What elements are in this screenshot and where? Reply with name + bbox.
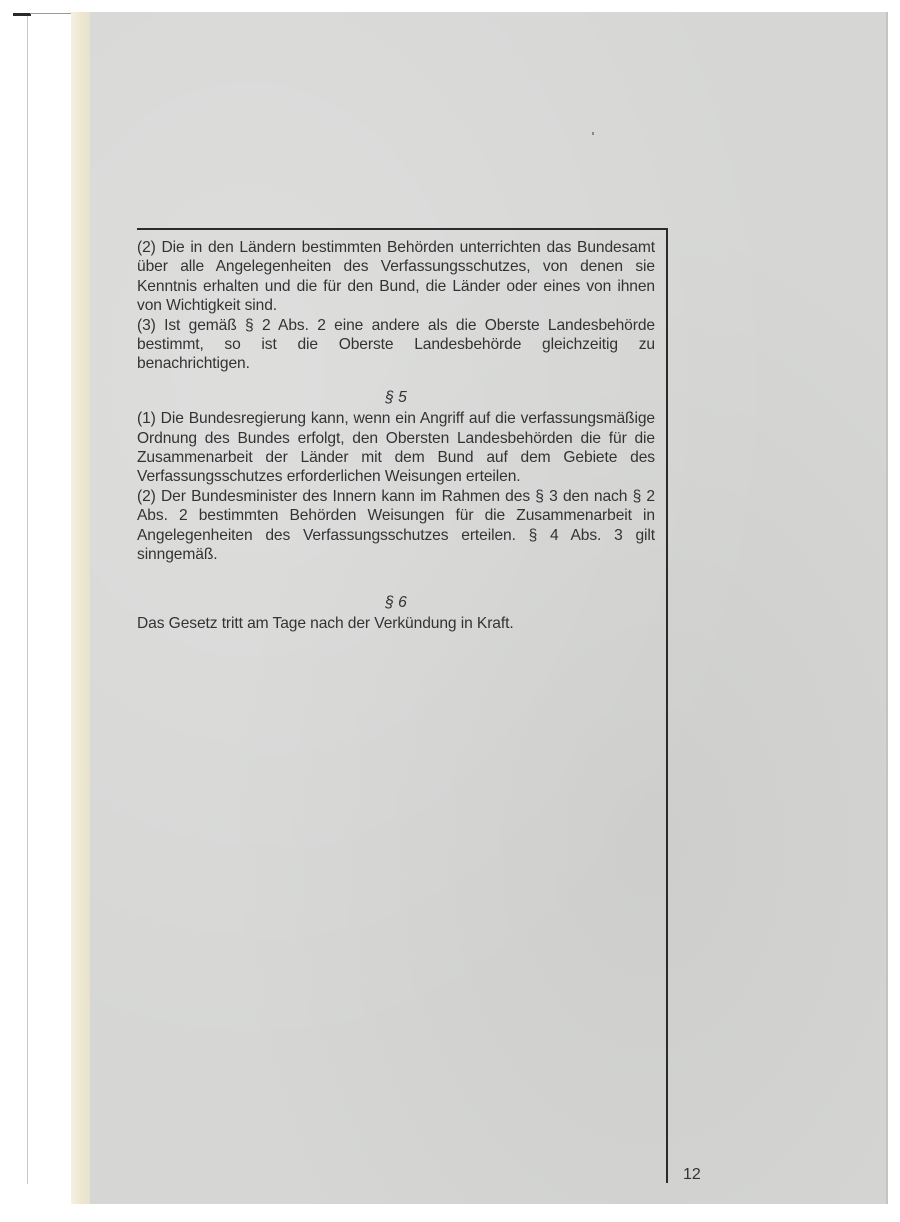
- paragraph-5-1: (1) Die Bundesregierung kann, wenn ein Angriff auf die verfassungsmäßige Ordnung des Bundes erfolgt, den Obersten Landesbehörden die für die Zusammenarbeit der Länder mit dem Bund auf dem Gebiete des Verfassungsschutzes erforderlichen Weisungen erteilen.: [137, 410, 655, 486]
- binding-strip: [71, 12, 91, 1204]
- left-margin-rule: [27, 14, 28, 1184]
- paper-speck: [592, 132, 594, 135]
- section-6-heading: § 6: [385, 593, 407, 611]
- paragraph-4-2: (2) Die in den Ländern bestimmten Behörden unterrichten das Bundesamt über alle Angelegenheiten des Verfassungsschutzes, von denen sie Kenntnis erhalten und die für den Bund, die Länder oder eines von ihnen von Wichtigkeit sind.: [137, 239, 655, 315]
- paragraph-4-3: (3) Ist gemäß § 2 Abs. 2 eine andere als die Oberste Landesbehörde bestimmt, so ist die Oberste Landesbehörde gleichzeitig zu benachrichtigen.: [137, 316, 655, 373]
- section-5-heading: § 5: [385, 388, 407, 406]
- text-frame-right-rule: [666, 228, 668, 1183]
- paragraph-6: Das Gesetz tritt am Tage nach der Verkündung in Kraft.: [137, 614, 514, 632]
- paragraph-5-2: (2) Der Bundesminister des Innern kann im Rahmen des § 3 den nach § 2 Abs. 2 bestimmten Behörden Weisungen für die Zusammenarbeit in Angelegenheiten des Verfassungsschutzes erteilen. § 4 Abs. 3 gilt sinngemäß.: [137, 487, 655, 564]
- text-frame-top-rule: [137, 228, 668, 230]
- page-number: 12: [683, 1166, 701, 1183]
- corner-mark: [13, 13, 31, 16]
- document-body: [137, 238, 655, 633]
